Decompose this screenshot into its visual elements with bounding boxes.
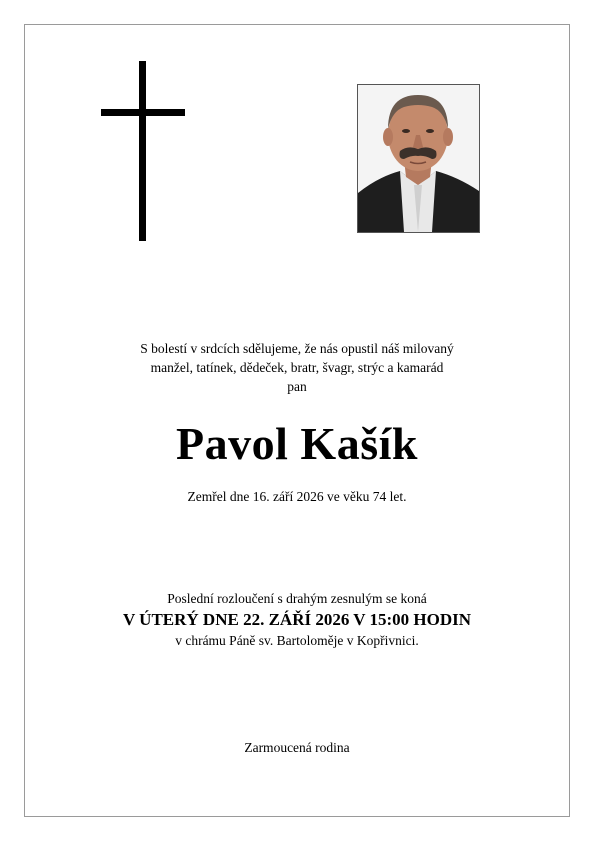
deceased-name: Pavol Kašík	[176, 418, 418, 469]
intro-line-2: manžel, tatínek, dědeček, bratr, švagr, strýc a kamarád	[150, 360, 444, 375]
farewell-datetime: V ÚTERÝ DNE 22. ZÁŘÍ 2026 V 15:00 HODIN	[122, 610, 472, 629]
portrait-photo	[357, 84, 480, 233]
cross-vertical-bar	[139, 61, 146, 241]
cross-horizontal-bar	[101, 109, 185, 116]
death-note: Zemřel dne 16. září 2026 ve věku 74 let.	[187, 489, 407, 504]
intro-line-3: pan	[287, 379, 307, 394]
portrait-image	[358, 85, 479, 232]
intro-line-1: S bolestí v srdcích sdělujeme, že nás opustil náš milovaný	[140, 341, 454, 356]
intro-text	[24, 339, 570, 396]
farewell-place: v chrámu Páně sv. Bartoloměje v Kopřivnici.	[175, 633, 419, 648]
farewell-block	[24, 590, 570, 650]
signature: Zarmoucená rodina	[244, 740, 350, 755]
farewell-intro: Poslední rozloučení s drahým zesnulým se koná	[167, 591, 427, 606]
